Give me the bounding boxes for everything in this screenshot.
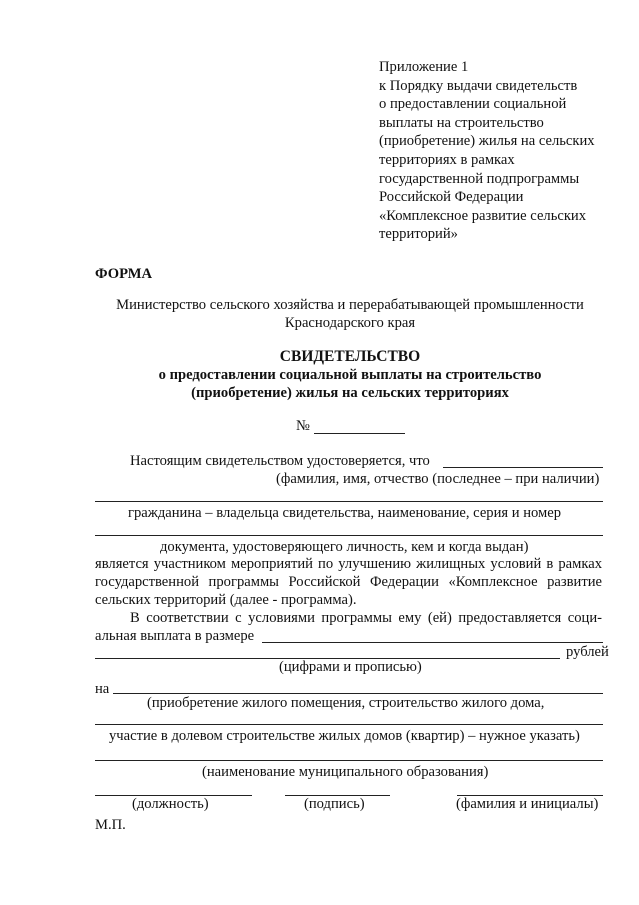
ministry-line2: Краснодарского края [284,315,416,331]
hint-fio: (фамилия, имя, отчество (последнее – при наличии) [276,471,600,487]
purpose-continuation-line[interactable] [95,724,603,725]
appendix-line: к Порядку выдачи свидетельств [379,77,578,94]
number-label: № [296,418,310,434]
amount-field-line[interactable] [262,642,603,643]
page-title: СВИДЕТЕЛЬСТВО [279,348,421,365]
hint-municipality: (наименование муниципального образования) [202,764,489,780]
appendix-line: Российской Федерации [379,189,524,206]
paragraph-payment-line1: В соответствии с условиями программы ему (ей) предоставляется соци- [130,610,602,626]
appendix-line: государственной подпрограммы [379,170,580,187]
certify-text: Настоящим свидетельством удостоверяется, что [130,453,430,469]
appendix-line: о предоставлении социальной [379,96,567,113]
rubles-label: рублей [566,644,609,660]
appendix-line: территориях в рамках [379,151,515,168]
fio-continuation-line[interactable] [95,501,603,502]
hint-purpose-2: участие в долевом строительстве жилых домов (квартир) – нужное указать) [109,728,580,744]
appendix-line: Приложение 1 [379,59,469,75]
title-subtitle-1: о предоставлении социальной выплаты на строительство [158,367,542,383]
appendix-block [379,58,629,244]
fio-field-line[interactable] [443,467,603,468]
hint-citizen: гражданина – владельца свидетельства, наименование, серия и номер [128,505,562,521]
document-field-line[interactable] [95,535,603,536]
municipality-field-line[interactable] [95,760,603,761]
paragraph-participant-line3: сельских территорий (далее - программа). [95,592,357,608]
hint-position: (должность) [132,796,209,812]
paragraph-payment-line2: альная выплата в размере [95,628,255,644]
paragraph-participant-line2: государственной программы Российской Федерации «Комплексное развитие [95,574,602,590]
on-label: на [95,681,110,697]
appendix-line: выплаты на строительство [379,114,544,131]
hint-amount: (цифрами и прописью) [279,659,422,675]
appendix-line: «Комплексное развитие сельских [379,207,587,224]
hint-document: документа, удостоверяющего личность, кем и когда выдан) [160,539,529,555]
hint-purpose-1: (приобретение жилого помещения, строительство жилого дома, [147,695,545,711]
hint-signature: (подпись) [304,796,365,812]
appendix-line: территорий» [379,226,458,243]
paragraph-participant-line1: является участником мероприятий по улучшению жилищных условий в рамках [95,556,602,572]
number-field-line[interactable] [314,433,405,434]
ministry-line1: Министерство сельского хозяйства и перерабатывающей промышленности [116,297,584,313]
hint-name: (фамилия и инициалы) [456,796,599,812]
form-label: ФОРМА [95,266,153,282]
appendix-line: (приобретение) жилья на сельских [379,133,595,150]
title-subtitle-2: (приобретение) жилья на сельских территориях [191,385,509,401]
stamp-label: М.П. [95,817,126,833]
purpose-field-line[interactable] [113,693,603,694]
